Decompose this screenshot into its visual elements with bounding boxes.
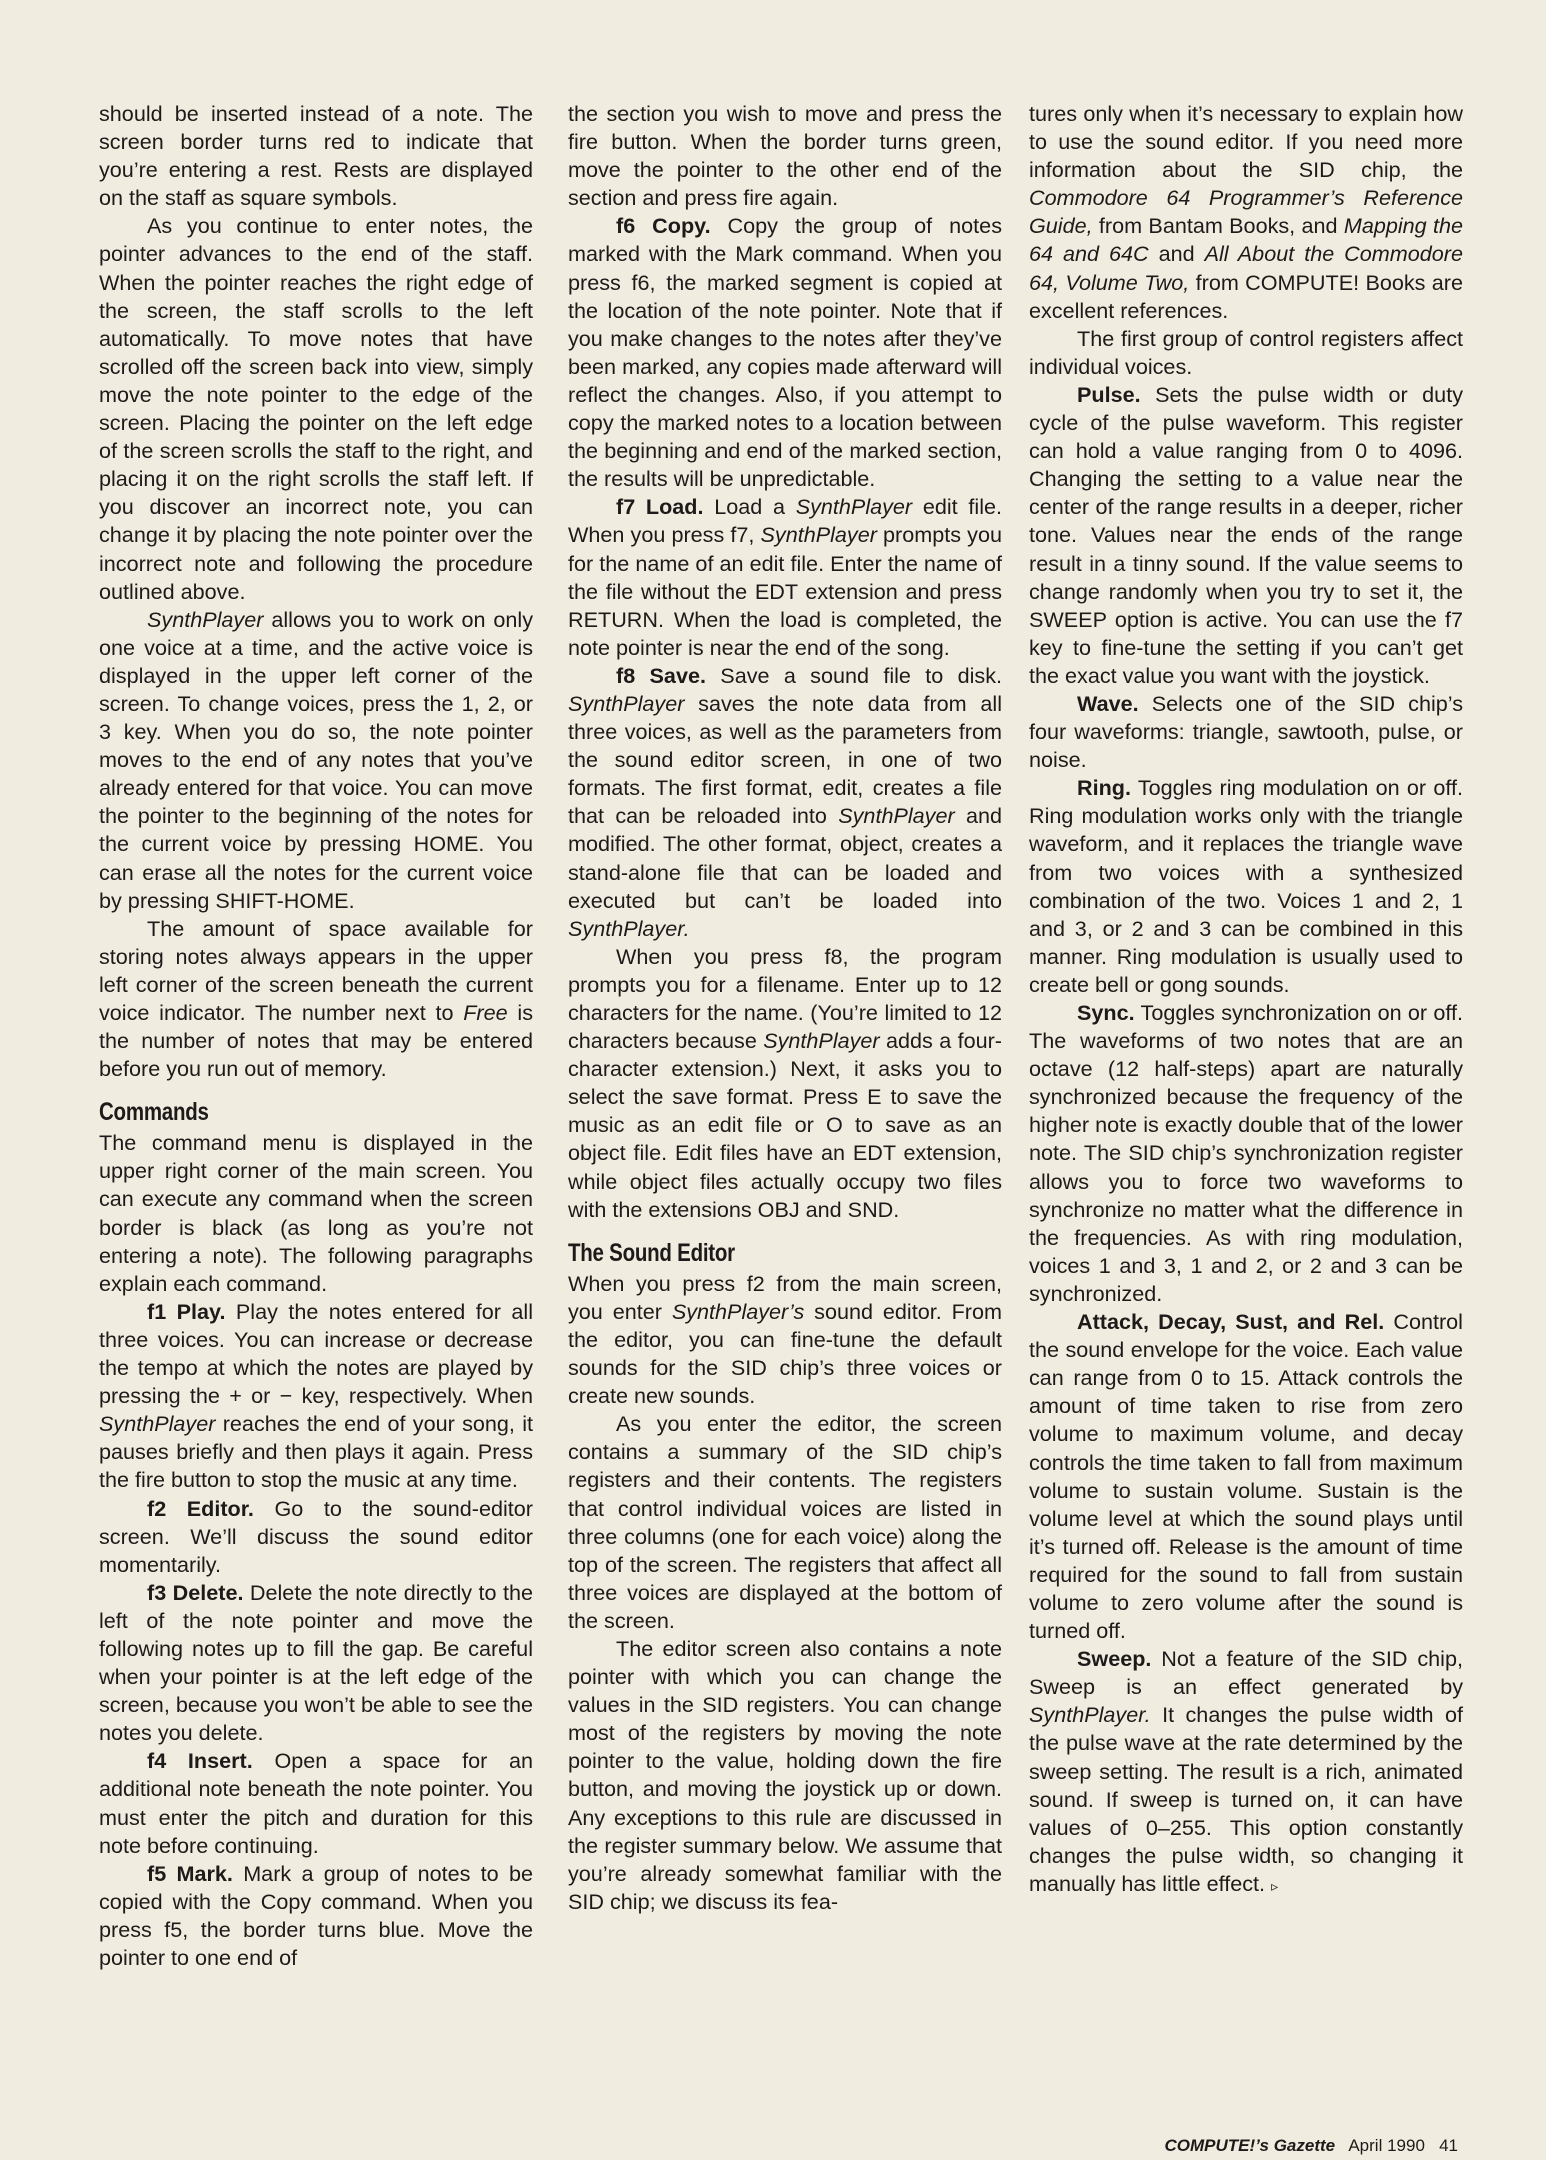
paragraph-text: Sets the pulse width or duty cycle of the pulse waveform. This register can hold a value ranging from 0 to 4096. Changing the setting to a value near the center of the range results in a deeper, richer tone. Values near the ends of the range result in a tinny sound. If the value seems to change randomly when you try to set it, the SWEEP option is active. You can use the f7 key to fine-tune the setting if you can’t get the exact value you want with the joystick. xyxy=(1029,381,1463,688)
continued-arrow-icon: ▹ xyxy=(1271,1877,1279,1894)
paragraph-text: allows you to work on only one voice at a time, and the active voice is displayed in the upper left corner of the screen. To change voices, press the 1, 2, or 3 key. When you do so, the note pointer moves to the end of any notes that you’ve already entered for that voice. You can move the pointer to the beginning of the notes for the current voice by pressing HOME. You can erase all the notes for the current voice by pressing SHIFT-HOME. xyxy=(99,606,533,913)
paragraph-text: Delete the note directly to the left of the note pointer and move the following notes up to fill the gap. Be careful when your pointer is at the left edge of the screen, because you won’t be able to see the notes you delete. xyxy=(99,1579,534,1746)
title-italic: Commodore 64 Programmer’s Reference Guide, xyxy=(1029,185,1463,239)
register-label: Sync. xyxy=(1077,1000,1135,1025)
title-italic: SynthPlayer’s xyxy=(671,1298,805,1324)
paragraph xyxy=(568,943,1002,1224)
paragraph-text: prompts you for the name of an edit file. Enter the name of the file without the EDT extension and press RETURN. When the load is completed, the note pointer is near the end of the song. xyxy=(568,522,1002,660)
paragraph-text: Selects one of the SID chip’s four waveforms: triangle, sawtooth, pulse, or noise. xyxy=(1029,690,1463,773)
command-label: f6 Copy. xyxy=(616,213,711,239)
command-f4 xyxy=(99,1747,533,1859)
paragraph: As you continue to enter notes, the pointer advances to the end of the staff. When the pointer reaches the right edge of the screen, the staff scrolls to the left automatically. To move notes that have scrolled off the screen back into view, simply move the note pointer to the edge of the screen. Placing the pointer on the left edge of the screen scrolls the staff to the right, and placing it on the right scrolls the staff left. If you discover an incorrect note, you can change it by placing the note pointer over the incorrect note and following the procedure outlined above. xyxy=(99,213,533,604)
paragraph-text: Mark a group of notes to be copied with the Copy command. When you press f5, the border turns blue. Move the pointer to one end of xyxy=(99,1860,533,1970)
command-label: f3 Delete. xyxy=(147,1579,244,1605)
command-label: f1 Play. xyxy=(147,1298,226,1324)
register-sweep xyxy=(1029,1645,1463,1900)
paragraph-text: and modified. The other format, object, creates a stand-alone file that can be loaded and executed but can’t be loaded into xyxy=(568,803,1003,913)
page-footer xyxy=(1164,2136,1458,2156)
register-ring xyxy=(1029,774,1463,999)
command-f6 xyxy=(568,212,1002,493)
paragraph-text: Save a sound file to disk. xyxy=(705,662,1002,688)
paragraph-text: The amount of space available for storing notes always appears in the upper left corner of the screen beneath the current voice indicator. The number next to xyxy=(99,915,533,1025)
term-italic: Free xyxy=(463,1000,508,1025)
title-italic: SynthPlayer xyxy=(568,690,685,716)
register-sync xyxy=(1029,999,1463,1308)
paragraph-text: Play the notes entered for all three voices. You can increase or decrease the tempo at which the notes are played by pressing the + or − key, respectively. When xyxy=(99,1298,533,1409)
register-label: Ring. xyxy=(1077,775,1131,801)
paragraph: The first group of control registers affect individual voices. xyxy=(1029,325,1463,379)
paragraph-text: and xyxy=(1148,241,1205,267)
title-italic: SynthPlayer xyxy=(147,606,264,632)
command-label: f4 Insert. xyxy=(147,1748,253,1774)
command-label: f7 Load. xyxy=(616,494,704,520)
paragraph xyxy=(568,1270,1002,1410)
paragraph: the section you wish to move and press the fire button. When the border turns green, move the pointer to the other end of the section and press fire again. xyxy=(568,101,1002,211)
paragraph-text: Open a space for an additional note beneath the note pointer. You must enter the pitch and duration for this note before continuing. xyxy=(99,1748,533,1858)
command-f1 xyxy=(99,1298,533,1495)
paragraph-text: Load a xyxy=(703,494,796,520)
title-italic: SynthPlayer xyxy=(760,522,877,548)
command-label: f8 Save. xyxy=(616,662,706,688)
page-number: 41 xyxy=(1439,2136,1458,2155)
title-italic: SynthPlayer. xyxy=(1029,1702,1151,1728)
title-italic: SynthPlayer xyxy=(763,1028,880,1054)
paragraph-text: is the number of notes that may be entered before you run out of memory. xyxy=(99,1000,533,1082)
title-italic: SynthPlayer xyxy=(838,803,955,829)
register-pulse xyxy=(1029,381,1463,690)
paragraph-text: Not a feature of the SID chip, Sweep is an effect generated by xyxy=(1029,1646,1463,1700)
title-italic: SynthPlayer xyxy=(795,494,913,520)
paragraph xyxy=(99,606,533,915)
title-italic: Mapping the 64 and 64C xyxy=(1029,213,1463,267)
paragraph-text: reaches the end of your song, it pauses briefly and then plays it again. Press the fire button to stop the music at any time. xyxy=(99,1411,533,1493)
command-label: f2 Editor. xyxy=(147,1495,254,1521)
paragraph-text: tures only when it’s necessary to explain how to use the sound editor. If you need more information about the SID chip, the xyxy=(1029,101,1463,183)
paragraph-text: Control the sound envelope for the voice. Each value can range from 0 to 15. Attack controls the amount of time taken to rise from zero volume to maximum volume, and decay controls the time taken to fall from maximum volume to sustain volume. Sustain is the volume level at which the sound plays until it’s turned off. Release is the amount of time required for the sound to fall from sustain volume to zero volume after the sound is turned off. xyxy=(1029,1309,1463,1644)
register-adsr xyxy=(1029,1308,1463,1645)
paragraph-text: When you press f2 from the main screen, you enter xyxy=(568,1270,1002,1324)
publication-name: COMPUTE!’s Gazette xyxy=(1164,2136,1336,2155)
paragraph-text: It changes the pulse width of the pulse wave at the rate determined by the sweep setting. The result is a rich, animated sound. If sweep is turned on, it can have values of 0–255. This option constantly changes the pulse width, so changing it manually has little effect. xyxy=(1029,1702,1463,1896)
column-2 xyxy=(568,100,1002,1916)
paragraph-text: Go to the sound-editor screen. We’ll discuss the sound editor momentarily. xyxy=(99,1495,533,1577)
column-1 xyxy=(99,100,533,1972)
paragraph-text: from Bantam Books, and xyxy=(1092,213,1344,239)
paragraph-text: edit file. When you press f7, xyxy=(568,494,1002,548)
title-italic: SynthPlayer xyxy=(99,1411,216,1437)
paragraph-text: Toggles ring modulation on or off. Ring modulation works only with the triangle waveform, and it replaces the triangle wave from two voices with a synthesized combination of the two. Voices 1 and 2, 1 and 3, or 2 and 3 can be combined in this manner. Ring modulation is usually used to create bell or gong sounds. xyxy=(1029,775,1463,997)
command-label: f5 Mark. xyxy=(147,1860,233,1886)
register-label: Sweep. xyxy=(1077,1646,1152,1672)
command-f2 xyxy=(99,1495,533,1579)
paragraph-text: When you press f8, the program prompts you for a filename. Enter up to 12 characters for the name. (You’re limited to 12 characters because xyxy=(568,943,1002,1054)
section-heading-sound-editor: The Sound Editor xyxy=(568,1238,735,1267)
title-italic: SynthPlayer. xyxy=(568,915,690,941)
paragraph: As you enter the editor, the screen contains a summary of the SID chip’s registers and their contents. The registers that control individual voices are listed in three columns (one for each voice) along the top of the screen. The registers that affect all three voices are displayed at the bottom of the screen. xyxy=(568,1411,1002,1633)
paragraph: should be inserted instead of a note. The screen border turns red to indicate that you’re entering a rest. Rests are displayed on the staff as square symbols. xyxy=(99,101,533,211)
command-f7 xyxy=(568,493,1002,662)
paragraph: The editor screen also contains a note pointer with which you can change the values in the SID registers. You can change most of the registers by moving the note pointer to the value, holding down the fire button, and moving the joystick up or down. Any exceptions to this rule are discussed in the register summary below. We assume that you’re already somewhat familiar with the SID chip; we discuss its fea- xyxy=(568,1635,1002,1914)
register-label: Pulse. xyxy=(1077,381,1141,407)
paragraph-text: from COMPUTE! Books are excellent references. xyxy=(1029,269,1463,323)
paragraph-text: saves the note data from all three voices, as well as the parameters from the sound editor screen, in one of two formats. The first format, edit, creates a file that can be reloaded into xyxy=(568,690,1002,829)
register-label: Wave. xyxy=(1077,690,1139,716)
command-f5 xyxy=(99,1860,533,1972)
paragraph xyxy=(1029,100,1463,325)
paragraph-text: Copy the group of notes marked with the Mark command. When you press f6, the marked segment is copied at the location of the note pointer. Note that if you make changes to the notes after they’ve been marked, any copies made afterward will reflect the changes. Also, if you attempt to copy the marked notes to a location between the beginning and end of the marked section, the results will be unpredictable. xyxy=(568,213,1002,492)
register-label: Attack, Decay, Sust, and Rel. xyxy=(1077,1309,1385,1335)
command-f3 xyxy=(99,1579,533,1748)
command-f8 xyxy=(568,662,1002,943)
issue-date: April 1990 xyxy=(1348,2136,1425,2155)
paragraph-text: Toggles synchronization on or off. The waveforms of two notes that are an octave (12 half-steps) apart are naturally synchronized because the frequency of the higher note is exactly double that of the lower note. The SID chip’s synchronization register allows you to force two waveforms to synchronize no matter what the difference in the frequencies. As with ring modulation, voices 1 and 3, 1 and 2, or 2 and 3 can be synchronized. xyxy=(1029,1000,1463,1306)
paragraph-text: adds a four-character extension.) Next, it asks you to select the save format. Press E to save the music as an edit file or O to save as an object file. Edit files have an EDT extension, while object files actually occupy two files with the extensions OBJ and SND. xyxy=(568,1028,1002,1222)
title-italic: All About the Commodore 64, Volume Two, xyxy=(1029,241,1463,295)
paragraph: The command menu is displayed in the upper right corner of the main screen. You can execute any command when the screen border is black (as long as you’re not entering a note). The following paragraphs explain each command. xyxy=(99,1130,533,1296)
section-heading-commands: Commands xyxy=(99,1098,209,1127)
register-wave xyxy=(1029,690,1463,774)
paragraph-text: sound editor. From the editor, you can fine-tune the default sounds for the SID chip’s three voices or create new sounds. xyxy=(568,1298,1002,1409)
paragraph xyxy=(99,915,533,1084)
column-3 xyxy=(1029,100,1463,1900)
